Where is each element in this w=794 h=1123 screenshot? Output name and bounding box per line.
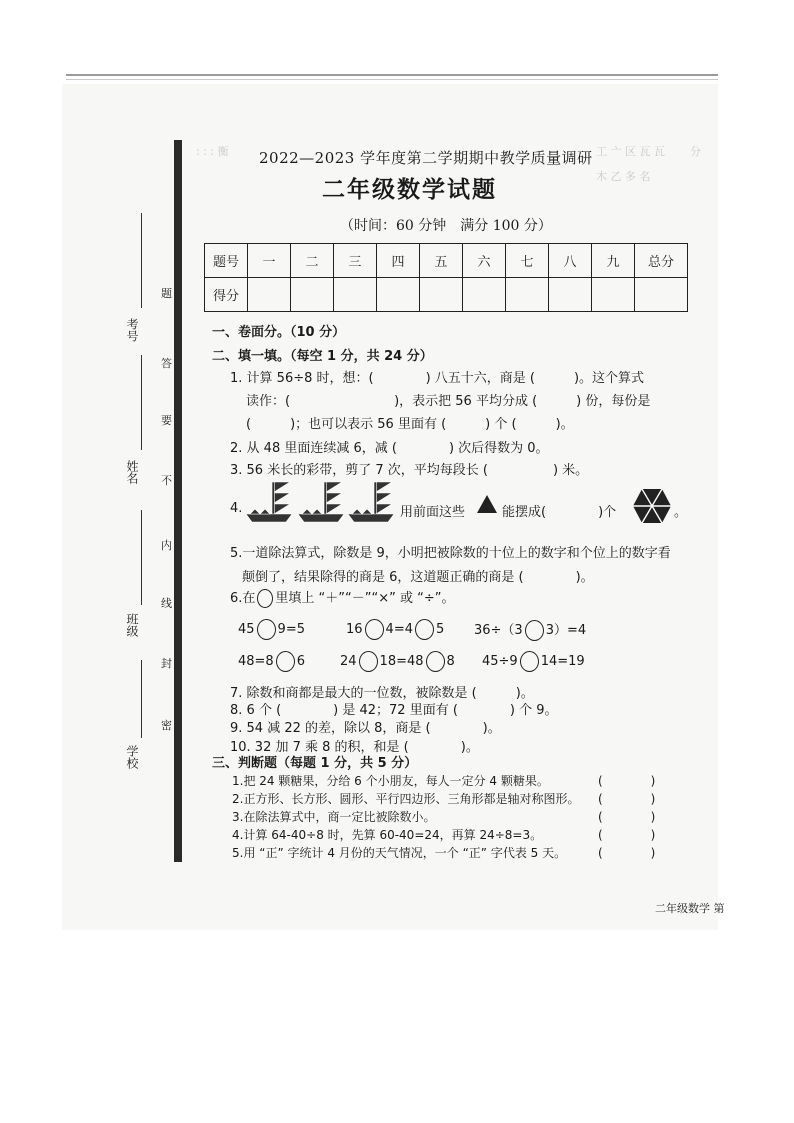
score-table — [204, 243, 688, 312]
expr-text: 4=4 — [385, 622, 413, 637]
seal-char: 不 — [161, 474, 172, 487]
score-table-cell: 得分 — [205, 278, 248, 312]
operator-circle-icon — [257, 589, 273, 608]
expr-text: 48=8 — [238, 654, 274, 669]
score-table-cell: 题号 — [205, 244, 248, 278]
section-3-heading: 三、判断题（每题 1 分，共 5 分） — [212, 756, 418, 771]
operator-blank[interactable] — [257, 619, 276, 640]
operator-blank[interactable] — [520, 651, 539, 672]
score-table-cell: 六 — [463, 244, 506, 278]
score-table-cell: 五 — [420, 244, 463, 278]
score-input-cell[interactable] — [506, 278, 549, 312]
score-table-header-row — [205, 244, 688, 278]
score-input-cell[interactable] — [377, 278, 420, 312]
seal-char: 密 — [161, 719, 172, 732]
section-1-heading: 一、卷面分。（10 分） — [212, 325, 346, 340]
expr-text: 45÷9 — [482, 654, 518, 669]
question-8: 8. 6 个 ( ) 是 42；72 里面有 ( ) 个 9。 — [230, 703, 558, 718]
operator-blank[interactable] — [525, 620, 544, 641]
question-4-number: 4. — [230, 501, 243, 516]
operator-blank[interactable] — [365, 619, 384, 640]
bleed-mark: : : : 衡 — [196, 145, 229, 158]
xingming-line — [141, 355, 142, 450]
hexagon-icon — [632, 488, 672, 524]
expr-text: 36÷（3 — [474, 623, 523, 638]
operator-row-2 — [340, 651, 455, 672]
seal-char: 答 — [161, 357, 172, 370]
expr-text: 3）=4 — [545, 623, 587, 638]
question-4-end: 。 — [674, 505, 688, 520]
question-1-line-2: 读作：( )，表示把 56 平均分成 ( ) 份，每份是 — [246, 394, 651, 409]
banji-label: 班级 — [125, 613, 139, 637]
question-4-text-2: 能摆成( )个 — [502, 505, 617, 520]
operator-blank[interactable] — [359, 651, 378, 672]
operator-row-1 — [474, 619, 586, 641]
question-7: 7. 除数和商都是最大的一位数，被除数是 ( )。 — [230, 686, 534, 701]
judge-2-answer[interactable]: ( ) — [598, 792, 656, 806]
question-5-line-2: 颠倒了，结果除得的商是 6，这道题正确的商是 ( )。 — [242, 570, 594, 585]
score-input-cell[interactable] — [248, 278, 291, 312]
seal-char: 要 — [161, 414, 172, 427]
expr-text: 18=48 — [379, 654, 424, 669]
judge-5: 5.用 “正” 字统计 4 月份的天气情况，一个 “正” 字代表 5 天。 — [232, 846, 567, 860]
score-table-score-row — [205, 278, 688, 312]
xuexiao-label: 学校 — [125, 745, 139, 769]
judge-1: 1.把 24 颗糖果，分给 6 个小朋友，每人一定分 4 颗糖果。 — [232, 774, 549, 788]
triangle-icon — [476, 494, 498, 514]
kaohao-label: 考号 — [125, 318, 139, 342]
exam-time-info: （时间：60 分钟 满分 100 分） — [340, 218, 552, 234]
operator-blank[interactable] — [415, 619, 434, 640]
seal-char: 线 — [161, 597, 172, 610]
expr-text: 16 — [346, 622, 363, 637]
question-4-text: 用前面这些 — [400, 505, 466, 520]
seal-char: 封 — [161, 657, 172, 670]
score-table-cell: 二 — [291, 244, 334, 278]
exam-title: 二年级数学试题 — [322, 177, 497, 203]
question-6-prefix: 6.在 — [230, 591, 256, 606]
kaohao-line — [141, 213, 142, 308]
seal-char: 题 — [161, 287, 172, 300]
operator-row-2 — [482, 651, 585, 672]
score-table-cell: 七 — [506, 244, 549, 278]
score-table-cell: 一 — [248, 244, 291, 278]
bleed-mark: 木 乙 多 名 — [596, 170, 651, 183]
question-10: 10. 32 加 7 乘 8 的积，和是 ( )。 — [230, 740, 479, 755]
score-input-cell[interactable] — [635, 278, 688, 312]
expr-text: 9=5 — [277, 622, 305, 637]
score-input-cell[interactable] — [420, 278, 463, 312]
score-table-cell: 八 — [549, 244, 592, 278]
question-1-line-3: ( )；也可以表示 56 里面有 ( ) 个 ( )。 — [246, 417, 574, 432]
question-5-line-1: 5.一道除法算式，除数是 9，小明把被除数的十位上的数字和个位上的数字看 — [230, 546, 671, 561]
operator-blank[interactable] — [426, 651, 445, 672]
score-input-cell[interactable] — [463, 278, 506, 312]
judge-4-answer[interactable]: ( ) — [598, 828, 656, 842]
question-1-line-1: 1. 计算 56÷8 时，想：( ) 八五十六，商是 ( )。这个算式 — [230, 371, 645, 386]
operator-row-1 — [238, 619, 305, 640]
expr-text: 14=19 — [540, 654, 585, 669]
xingming-label: 姓名 — [125, 460, 139, 484]
scan-top-edge-shadow — [66, 79, 718, 80]
judge-1-answer[interactable]: ( ) — [598, 774, 656, 788]
expr-text: 45 — [238, 622, 255, 637]
operator-blank[interactable] — [276, 651, 295, 672]
expr-text: 5 — [435, 622, 445, 637]
expr-text: 6 — [296, 654, 305, 669]
bleed-mark: 工 亠 区 瓦 瓦 — [596, 145, 665, 158]
score-input-cell[interactable] — [549, 278, 592, 312]
page-footer: 二年级数学 第 — [655, 902, 725, 915]
exam-term-title: 2022—2023 学年度第二学期期中教学质量调研 — [259, 149, 593, 167]
question-6-suffix: 里填上 “＋”“－”“×” 或 “÷”。 — [275, 591, 455, 606]
binding-bar — [174, 140, 182, 862]
score-input-cell[interactable] — [334, 278, 377, 312]
judge-2: 2.正方形、长方形、圆形、平行四边形、三角形都是轴对称图形。 — [232, 792, 580, 806]
score-table-cell: 总分 — [635, 244, 688, 278]
bleed-mark: 分 — [690, 145, 701, 158]
tangram-boats-image — [242, 478, 397, 524]
score-input-cell[interactable] — [291, 278, 334, 312]
judge-5-answer[interactable]: ( ) — [598, 846, 656, 860]
seal-char: 内 — [161, 539, 172, 552]
scan-top-edge — [66, 74, 718, 76]
score-input-cell[interactable] — [592, 278, 635, 312]
judge-3-answer[interactable]: ( ) — [598, 810, 656, 824]
xuexiao-line — [141, 660, 142, 738]
judge-4: 4.计算 64-40÷8 时，先算 60-40=24，再算 24÷8=3。 — [232, 828, 543, 842]
banji-line — [141, 510, 142, 605]
operator-row-2 — [238, 651, 305, 672]
section-2-heading: 二、填一填。（每空 1 分，共 24 分） — [212, 349, 433, 364]
expr-text: 24 — [340, 654, 357, 669]
score-table-cell: 四 — [377, 244, 420, 278]
operator-row-1 — [346, 619, 444, 640]
score-table-cell: 九 — [592, 244, 635, 278]
question-6-instruction — [230, 587, 454, 608]
question-9: 9. 54 减 22 的差，除以 8，商是 ( )。 — [230, 721, 501, 736]
score-table-cell: 三 — [334, 244, 377, 278]
question-2: 2. 从 48 里面连续减 6，减 ( ) 次后得数为 0。 — [230, 441, 549, 456]
question-3: 3. 56 米长的彩带，剪了 7 次，平均每段长 ( ) 米。 — [230, 463, 589, 478]
expr-text: 8 — [446, 654, 455, 669]
judge-3: 3.在除法算式中，商一定比被除数小。 — [232, 810, 436, 824]
